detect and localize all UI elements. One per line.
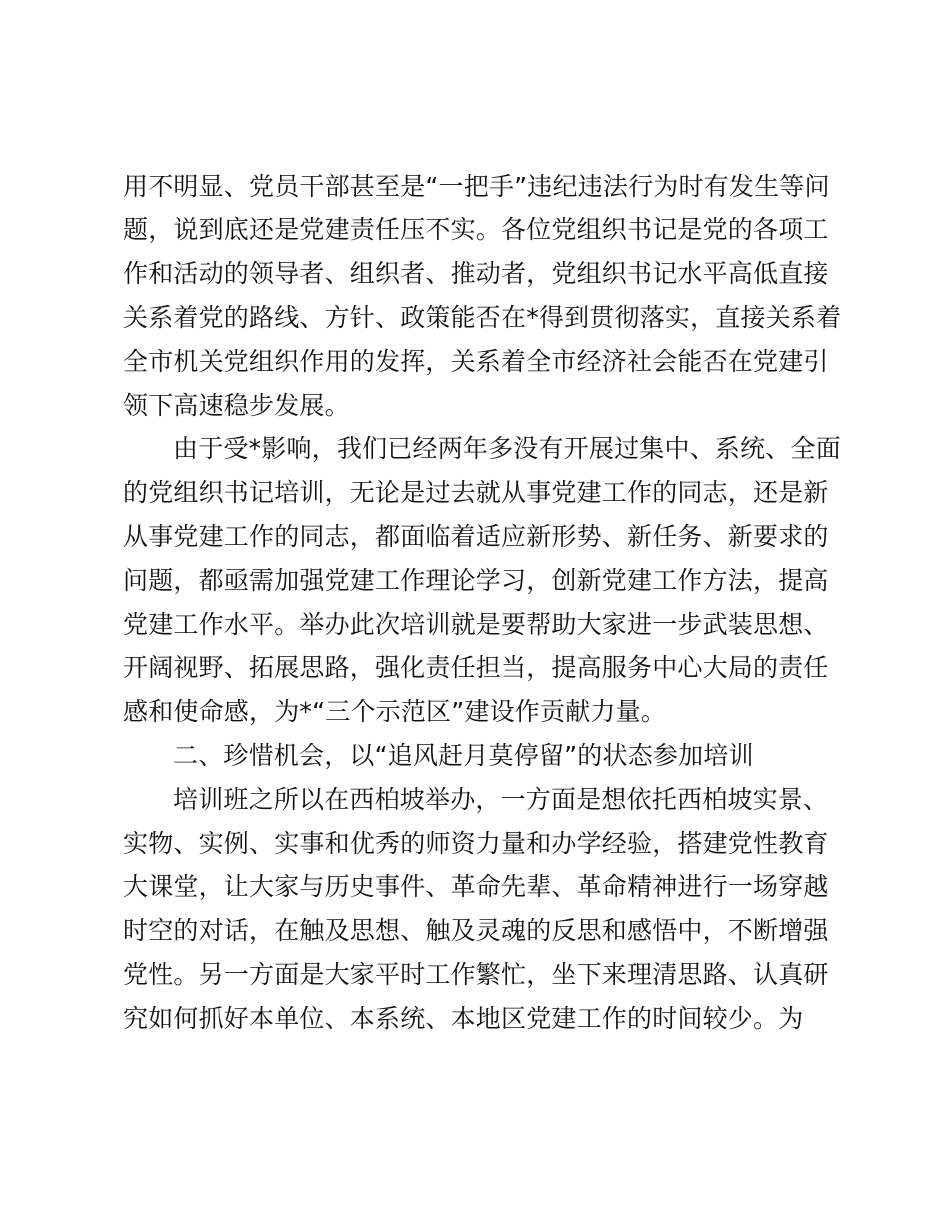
text-line: 领下高速稳步发展。 [123, 391, 350, 420]
text-line: 党建工作水平。举办此次培训就是要帮助大家进一步武装思想、 [123, 610, 829, 639]
text-line: 究如何抓好本单位、本系统、本地区党建工作的时间较少。为 [123, 1004, 804, 1033]
text-line: 作和活动的领导者、组织者、推动者，党组织书记水平高低直接 [123, 259, 829, 288]
text-line: 从事党建工作的同志，都面临着适应新形势、新任务、新要求的 [123, 522, 829, 551]
section-heading: 二、珍惜机会，以“追风赶月莫停留”的状态参加培训 [173, 741, 754, 770]
text-line: 题，说到底还是党建责任压不实。各位党组织书记是党的各项工 [123, 215, 829, 244]
text-line: 党性。另一方面是大家平时工作繁忙，坐下来理清思路、认真研 [123, 960, 829, 989]
text-line: 大课堂，让大家与历史事件、革命先辈、革命精神进行一场穿越 [123, 872, 829, 901]
text-line: 感和使命感，为*“三个示范区”建设作贡献力量。 [123, 697, 667, 726]
text-line: 问题，都亟需加强党建工作理论学习，创新党建工作方法，提高 [123, 566, 829, 595]
text-line: 由于受*影响，我们已经两年多没有开展过集中、系统、全面 [173, 434, 841, 463]
text-line: 全市机关党组织作用的发挥，关系着全市经济社会能否在党建引 [123, 347, 829, 376]
text-line: 用不明显、党员干部甚至是“一把手”违纪违法行为时有发生等问 [123, 172, 830, 201]
text-line: 开阔视野、拓展思路，强化责任担当，提高服务中心大局的责任 [123, 653, 829, 682]
text-line: 时空的对话，在触及思想、触及灵魂的反思和感悟中，不断增强 [123, 916, 829, 945]
text-line: 关系着党的路线、方针、政策能否在*得到贯彻落实，直接关系着 [123, 303, 842, 332]
text-line: 培训班之所以在西柏坡举办，一方面是想依托西柏坡实景、 [173, 785, 829, 814]
text-line: 的党组织书记培训，无论是过去就从事党建工作的同志，还是新 [123, 478, 829, 507]
text-line: 实物、实例、实事和优秀的师资力量和办学经验，搭建党性教育 [123, 829, 829, 858]
